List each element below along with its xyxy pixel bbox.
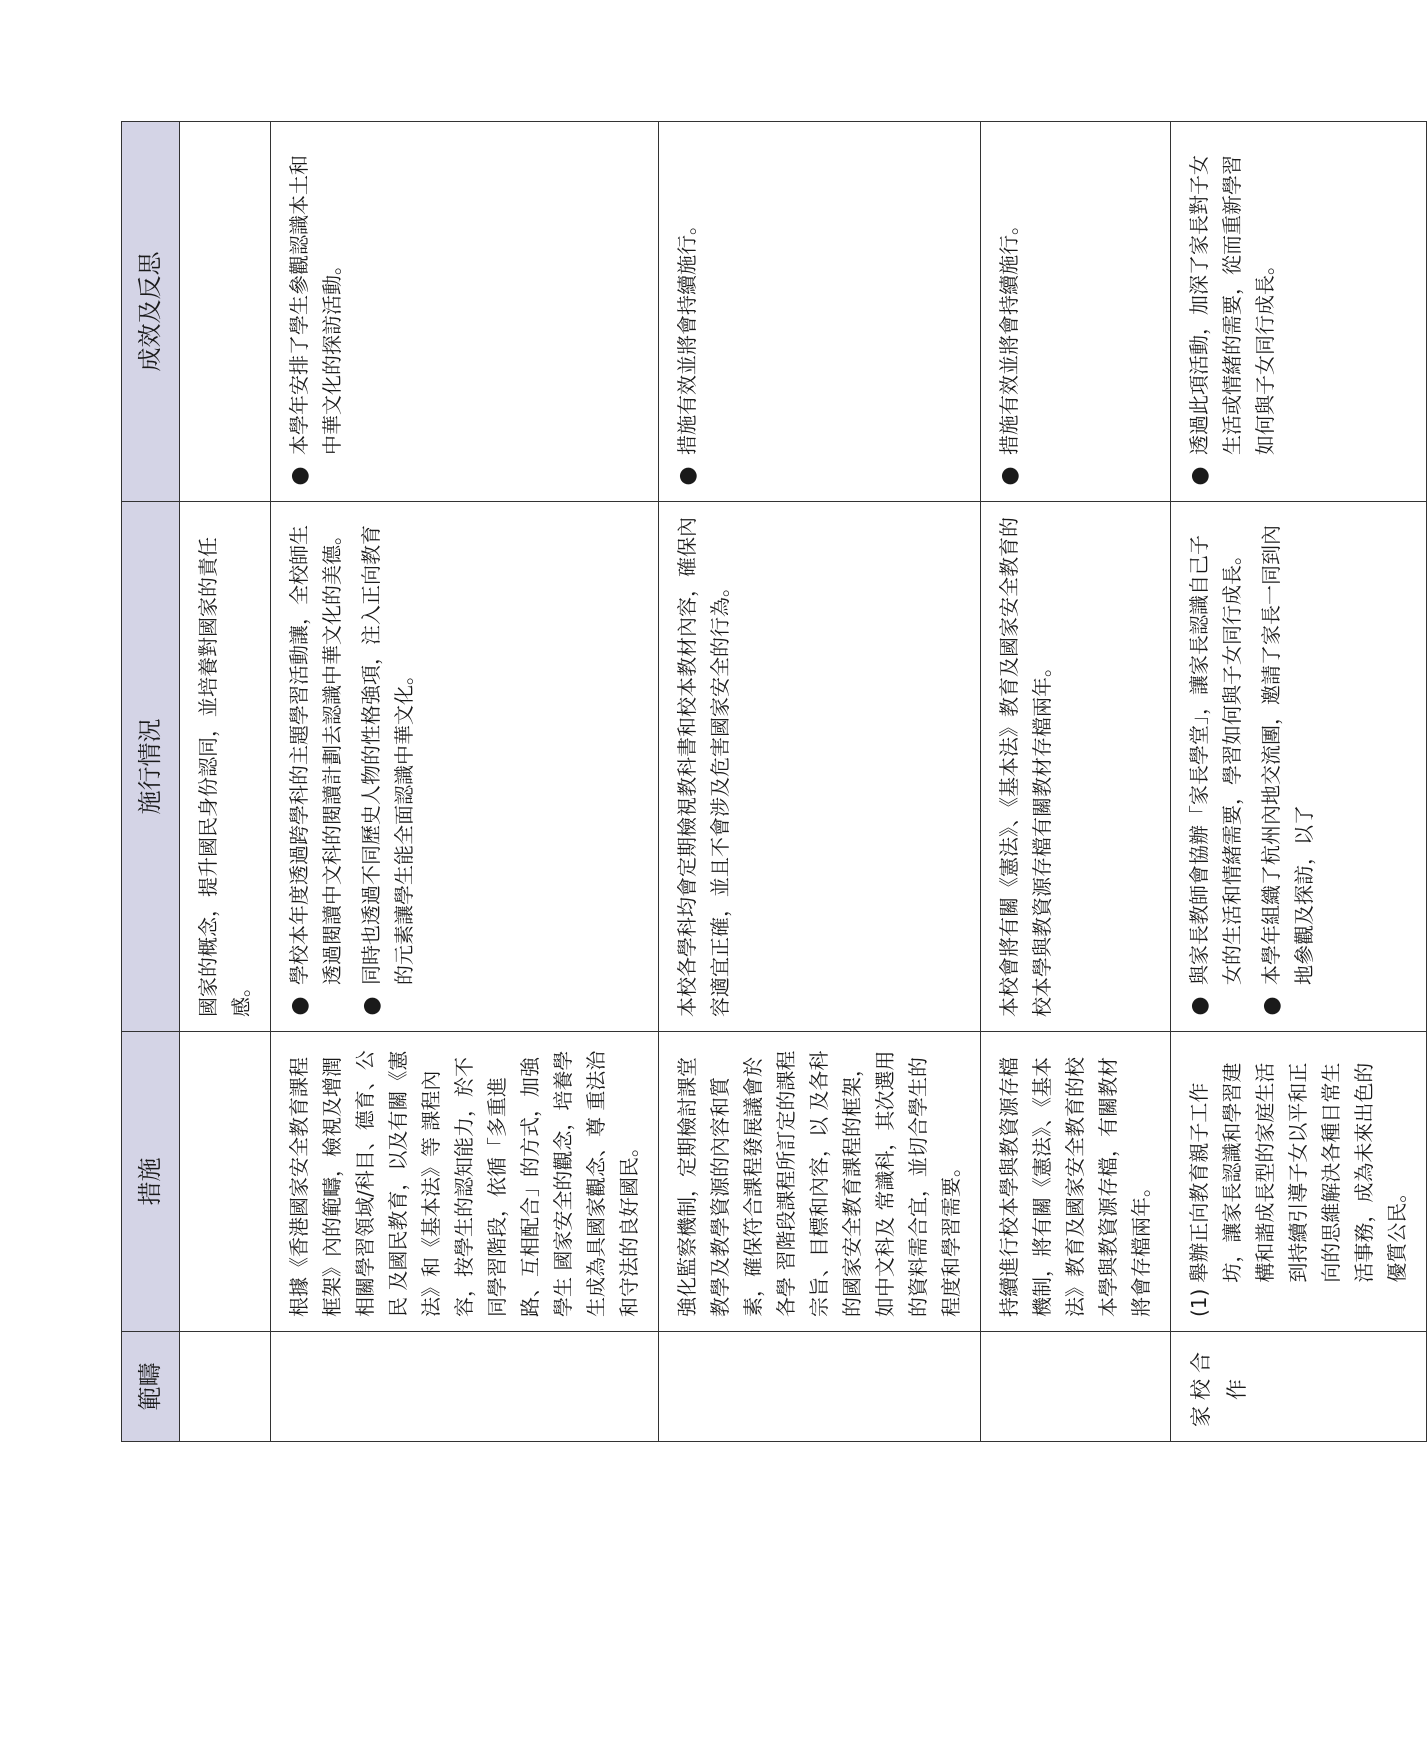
measure-text: 根據《香港國家安全教育課程框架》內的範疇，檢視及增潤相關學習領域/科目、德育、公民 及國民教育，以及有關《憲法》和《基本法》等 課程內容，按學生的認知能力，於不同學習階段，依循「多重進路、互相配合」的方式，加強學生 國家安全的觀念，培養學生成為具國家觀念、尊 重法治和守法的良好國民。 — [287, 1050, 641, 1317]
table-row — [271, 122, 659, 1442]
list-item — [1255, 516, 1321, 1017]
cell-status — [1171, 502, 1427, 1032]
cell-measure — [180, 1032, 271, 1332]
bullet-icon: ● — [997, 466, 1022, 486]
cell-measure — [1171, 1032, 1427, 1332]
cell-status — [659, 502, 981, 1032]
status-text: 本校會將有關《憲法》、《基本法》教育及國家安全教育的校本學與教資源存檔有關教材存檔兩年。 — [997, 517, 1054, 1017]
measure-text: 持續進行校本學與教資源存檔機制，將有關《憲法》、《基本法》教育及國家安全教育的校本學與教資源存檔，有關教材將會存檔兩年。 — [997, 1057, 1153, 1317]
status-bullet-text: 學校本年度透過跨學科的主題學習活動讓，全校師生透過閱讀中文科的閱讀計劃去認識中華文化的美德。 — [287, 525, 344, 985]
header-status: 施行情況 — [122, 502, 180, 1032]
cell-status — [180, 502, 271, 1032]
result-bullet-text: 措施有效並將會持續施行。 — [675, 215, 699, 455]
list-item — [993, 136, 1026, 487]
cell-measure — [981, 1032, 1171, 1332]
result-bullet-text: 透過此項活動，加深了家長對子女生活或情緒的需要，從而重新學習如何與子女同行成長。 — [1187, 155, 1277, 455]
measure-text: 舉辦正向教育親子工作坊，讓家長認識和學習建構和諧成長型的家庭生活到持續引導子女以平和正向的思維解決各種日常生活事務，成為未來出色的優質公民。 — [1187, 1062, 1409, 1283]
table-header-row — [122, 122, 180, 1442]
list-item — [283, 516, 349, 1017]
cell-result — [659, 122, 981, 502]
table-row — [981, 122, 1171, 1442]
bullet-icon: ● — [675, 466, 700, 486]
item-number: (1) — [1187, 1288, 1211, 1317]
area-text: 家校合作 — [1189, 1346, 1249, 1427]
cell-area — [981, 1332, 1171, 1442]
bullet-icon: ● — [287, 466, 312, 486]
result-bullet-text: 措施有效並將會持續施行。 — [997, 215, 1021, 455]
list-item — [355, 516, 421, 1017]
measure-text: 強化監察機制，定期檢討課堂教學及教學資源的內容和質素，確保符合課程發展議會於各學 習階段課程所訂定的課程宗旨、目標和內容，以 及各科的國家安全教育課程的框架，如中文科及 常識科，其次選用的資料需合宜，並切合學生的 程度和學習需要。 — [675, 1050, 963, 1317]
bullet-icon: ● — [359, 996, 384, 1016]
result-bullet-text: 本學年安排了學生參觀認識本土和中華文化的探訪活動。 — [287, 155, 344, 455]
list-item — [671, 136, 704, 487]
table-row — [180, 122, 271, 1442]
bullet-icon: ● — [1259, 996, 1284, 1016]
list-item — [1183, 136, 1282, 487]
cell-area — [659, 1332, 981, 1442]
status-bullet-text: 與家長教師會協辦「家長學堂」，讓家長認識自己子女的生活和情緒需要，學習如何與子女同行成長。 — [1187, 535, 1244, 985]
report-table — [121, 121, 1427, 1442]
header-result: 成效及反思 — [122, 122, 180, 502]
header-measure: 措施 — [122, 1032, 180, 1332]
cell-result — [981, 122, 1171, 502]
cell-result — [180, 122, 271, 502]
cell-result — [1171, 122, 1427, 502]
cell-status — [271, 502, 659, 1032]
cell-area — [1171, 1332, 1427, 1442]
bullet-icon: ● — [1187, 996, 1212, 1016]
numbered-item — [1183, 1046, 1414, 1317]
status-bullet-text: 同時也透過不同歷史人物的性格強項，注入正向教育的元素讓學生能全面認識中華文化。 — [359, 525, 416, 985]
cell-measure — [659, 1032, 981, 1332]
bullet-icon: ● — [1187, 466, 1212, 486]
bullet-icon: ● — [287, 996, 312, 1016]
cell-measure — [271, 1032, 659, 1332]
cell-area — [271, 1332, 659, 1442]
list-item — [283, 136, 349, 487]
cell-result — [271, 122, 659, 502]
status-text: 國家的概念，提升國民身份認同，並培養對國家的責任感。 — [196, 537, 253, 1017]
status-text: 本校各學科均會定期檢視教科書和校本教材內容，確保內容適宜正確，並且不會涉及危害國家安全的行為。 — [675, 517, 732, 1017]
table-row — [1171, 122, 1427, 1442]
status-bullet-text: 本學年組織了杭州內地交流團，邀請了家長一同到內地參觀及探訪，以了 — [1259, 525, 1316, 985]
cell-area — [180, 1332, 271, 1442]
cell-status — [981, 502, 1171, 1032]
header-area: 範疇 — [122, 1332, 180, 1442]
table-row — [659, 122, 981, 1442]
list-item — [1183, 516, 1249, 1017]
